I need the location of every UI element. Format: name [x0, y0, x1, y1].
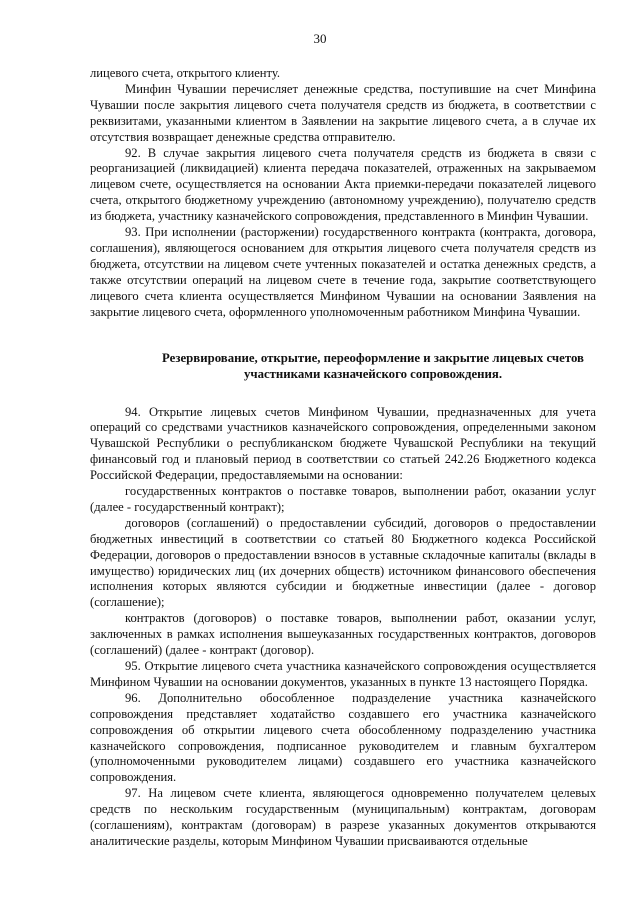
paragraph-94-item-subcontracts: контрактов (договоров) о поставке товаров, выполнении работ, оказании услуг, заключенных в рамках исполнения вышеуказанных государственных контрактов, договоров (соглашений) (далее - контракт (договор).: [90, 611, 596, 658]
paragraph-94-item-agreements: договоров (соглашений) о предоставлении субсидий, договоров о предоставлении бюджетных инвестиций в соответствии со статьей 80 Бюджетного кодекса Российской Федерации, договоров о предоставлении взносов в уставные складочные капиталы (вклады в имущество) юридических лиц (их дочерних обществ) источником финансового обеспечения исполнения которых являются субсидии и бюджетные инвестиции (далее - договор (соглашение);: [90, 515, 596, 610]
paragraph-95: 95. Открытие лицевого счета участника казначейского сопровождения осуществляется Минфином Чувашии на основании документов, указанных в пункте 13 настоящего Порядка.: [90, 659, 596, 689]
section-heading: [90, 350, 596, 383]
section-heading-line-1: Резервирование, открытие, переоформление и закрытие лицевых счетов: [162, 350, 584, 365]
paragraph-97: 97. На лицевом счете клиента, являющегося одновременно получателем целевых средств по нескольким государственным (муниципальным) контрактам, договорам (соглашениям), контрактам (договорам) в разрезе указанных документов открываются аналитические разделы, которым Минфином Чувашии присваиваются отдельные: [90, 786, 596, 848]
paragraph-96: 96. Дополнительно обособленное подразделение участника казначейского сопровождения представляет ходатайство создавшего его участника казначейского сопровождения об открытии лицевого счета обособленному подразделению участника казначейского сопровождения, подписанное руководителем и главным бухгалтером (уполномоченными руководителем лицами) создавшего его участника казначейского сопровождения.: [90, 690, 596, 785]
paragraph-94: 94. Открытие лицевых счетов Минфином Чувашии, предназначенных для учета операций со средствами участников казначейского сопровождения, определенными законом Чувашской Республики о республиканском бюджете Чувашской Республики на текущий финансовый год и плановый период в соответствии со статьей 242.26 Бюджетного кодекса Российской Федерации, предоставляемыми на основании:: [90, 404, 596, 483]
paragraph-94-item-contracts: государственных контрактов о поставке товаров, выполнении работ, оказании услуг (далее - государственный контракт);: [90, 484, 596, 514]
section-heading-line-2: участниками казначейского сопровождения.: [243, 367, 503, 381]
paragraph-continuation: лицевого счета, открытого клиенту.: [90, 66, 281, 80]
document-body: [90, 66, 596, 850]
page-number: 30: [313, 31, 327, 46]
paragraph-92: 92. В случае закрытия лицевого счета получателя средств из бюджета в связи с реорганизацией (ликвидацией) клиента передача показателей, отраженных на закрываемом лицевом счете, осуществляется на основании Акта приемки-передачи показателей лицевого счета, открытого бюджетному учреждению (автономному учреждению), получателю средств из бюджета, участнику казначейского сопровождения, представленного в Минфин Чувашии.: [90, 145, 596, 224]
paragraph-93: 93. При исполнении (расторжении) государственного контракта (контракта, договора, соглашения), являющегося основанием для открытия лицевого счета получателя средств из бюджета, отсутствии на лицевом счете учтенных показателей и остатка денежных средств, а также отсутствии операций на лицевом счете в течение года, закрытие соответствующего лицевого счета клиента осуществляется Минфином Чувашии на основании Заявления на закрытие лицевого счета, оформленного уполномоченным работником Минфина Чувашии.: [90, 225, 596, 319]
paragraph-refund: Минфин Чувашии перечисляет денежные средства, поступившие на счет Минфина Чувашии после закрытия лицевого счета получателя средств из бюджета, в соответствии с реквизитами, указанными клиентом в Заявлении на закрытие лицевого счета, а в случае их отсутствия возвращает денежные средства отправителю.: [90, 81, 596, 144]
